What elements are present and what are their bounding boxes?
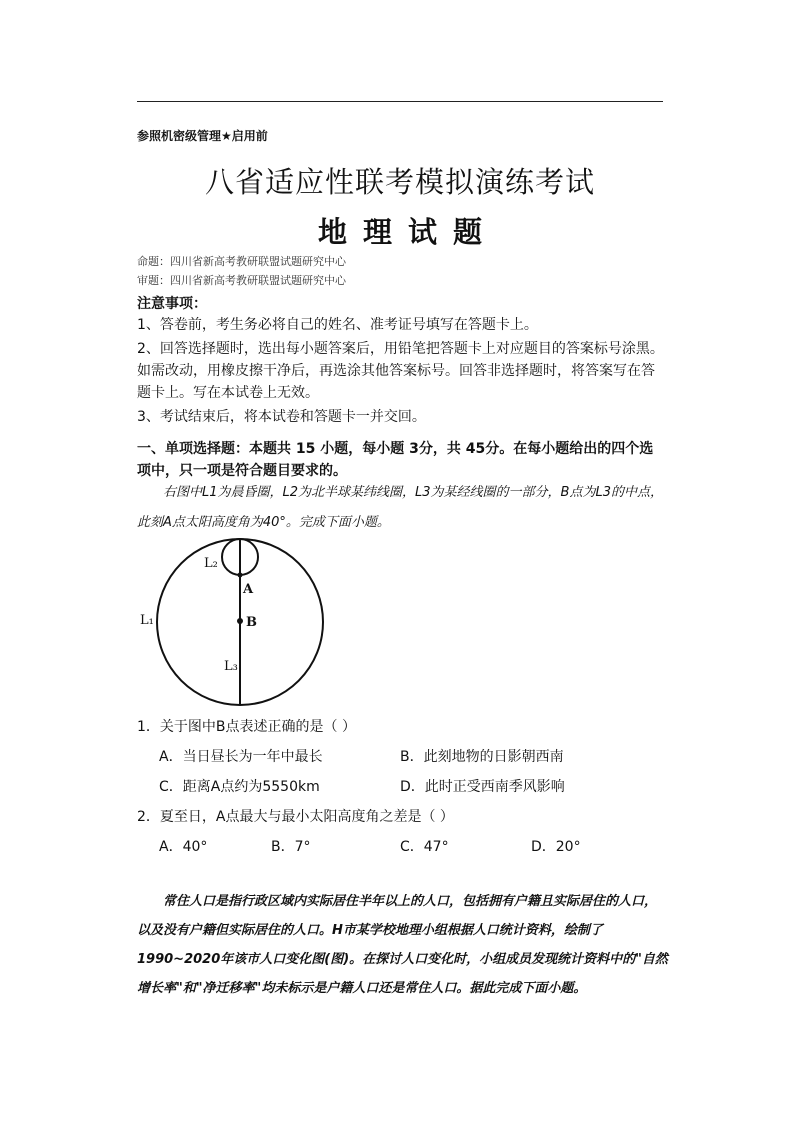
exam-title: 八省适应性联考模拟演练考试 — [204, 165, 595, 199]
exam-subtitle: 地理试题 — [317, 215, 498, 249]
question-intro: 右图中L1为晨昏圈，L2为北半球某纬线圈，L3为某经线圈的一部分，B点为L3的中点，此刻A点太阳高度角为40°。完成下面小题。 — [137, 485, 663, 530]
q2-option-b: B．7° — [271, 839, 311, 855]
q1-option-c: C．距离A点约为5550km — [159, 779, 320, 795]
terminator-diagram — [130, 532, 370, 712]
point-b — [237, 618, 243, 624]
label-l2: L₂ — [204, 556, 218, 571]
point-a — [238, 573, 243, 578]
secret-level-label: 参照机密级管理★启用前 — [137, 129, 268, 143]
author-line: 命题：四川省新高考教研联盟试题研究中心 — [137, 255, 346, 268]
notice-item: 3、考试结束后，将本试卷和答题卡一并交回。 — [137, 409, 426, 425]
reviewer-line: 审题：四川省新高考教研联盟试题研究中心 — [137, 274, 346, 287]
question-2-stem: 2．夏至日，A点最大与最小太阳高度角之差是（ ） — [137, 809, 454, 825]
label-a: A — [243, 582, 254, 597]
question-1-stem: 1．关于图中B点表述正确的是（ ） — [137, 719, 356, 735]
label-l1: L₁ — [140, 613, 154, 628]
notice-heading: 注意事项： — [137, 296, 207, 312]
label-b: B — [246, 615, 257, 630]
q1-option-d: D．此时正受西南季风影响 — [400, 779, 565, 795]
top-divider — [137, 101, 663, 102]
notice-item: 2、回答选择题时，选出每小题答案后，用铅笔把答题卡上对应题目的答案标号涂黑。如需改动，用橡皮擦干净后，再选涂其他答案标号。回答非选择题时，将答案写在答题卡上。写在本试卷上无效。 — [137, 341, 664, 401]
q1-option-a: A．当日昼长为一年中最长 — [159, 749, 323, 765]
q1-option-b: B．此刻地物的日影朝西南 — [400, 749, 564, 765]
q2-option-a: A．40° — [159, 839, 208, 855]
population-passage: 常住人口是指行政区域内实际居住半年以上的人口，包括拥有户籍且实际居住的人口，以及没有户籍但实际居住的人口。H市某学校地理小组根据人口统计资料，绘制了1990~2020年该市人口变化图(图)。在探讨人口变化时，小组成员发现统计资料中的"自然增长率"和"净迁移率"均未标示是户籍人口还是常住人口。据此完成下面小题。 — [137, 894, 668, 996]
notice-item: 1、答卷前，考生务必将自己的姓名、准考证号填写在答题卡上。 — [137, 317, 538, 333]
q2-option-c: C．47° — [400, 839, 449, 855]
label-l3: L₃ — [224, 659, 238, 674]
q2-option-d: D．20° — [531, 839, 581, 855]
section-heading: 一、单项选择题：本题共 15 小题，每小题 3分，共 45分。在每小题给出的四个选项中，只一项是符合题目要求的。 — [137, 441, 654, 479]
